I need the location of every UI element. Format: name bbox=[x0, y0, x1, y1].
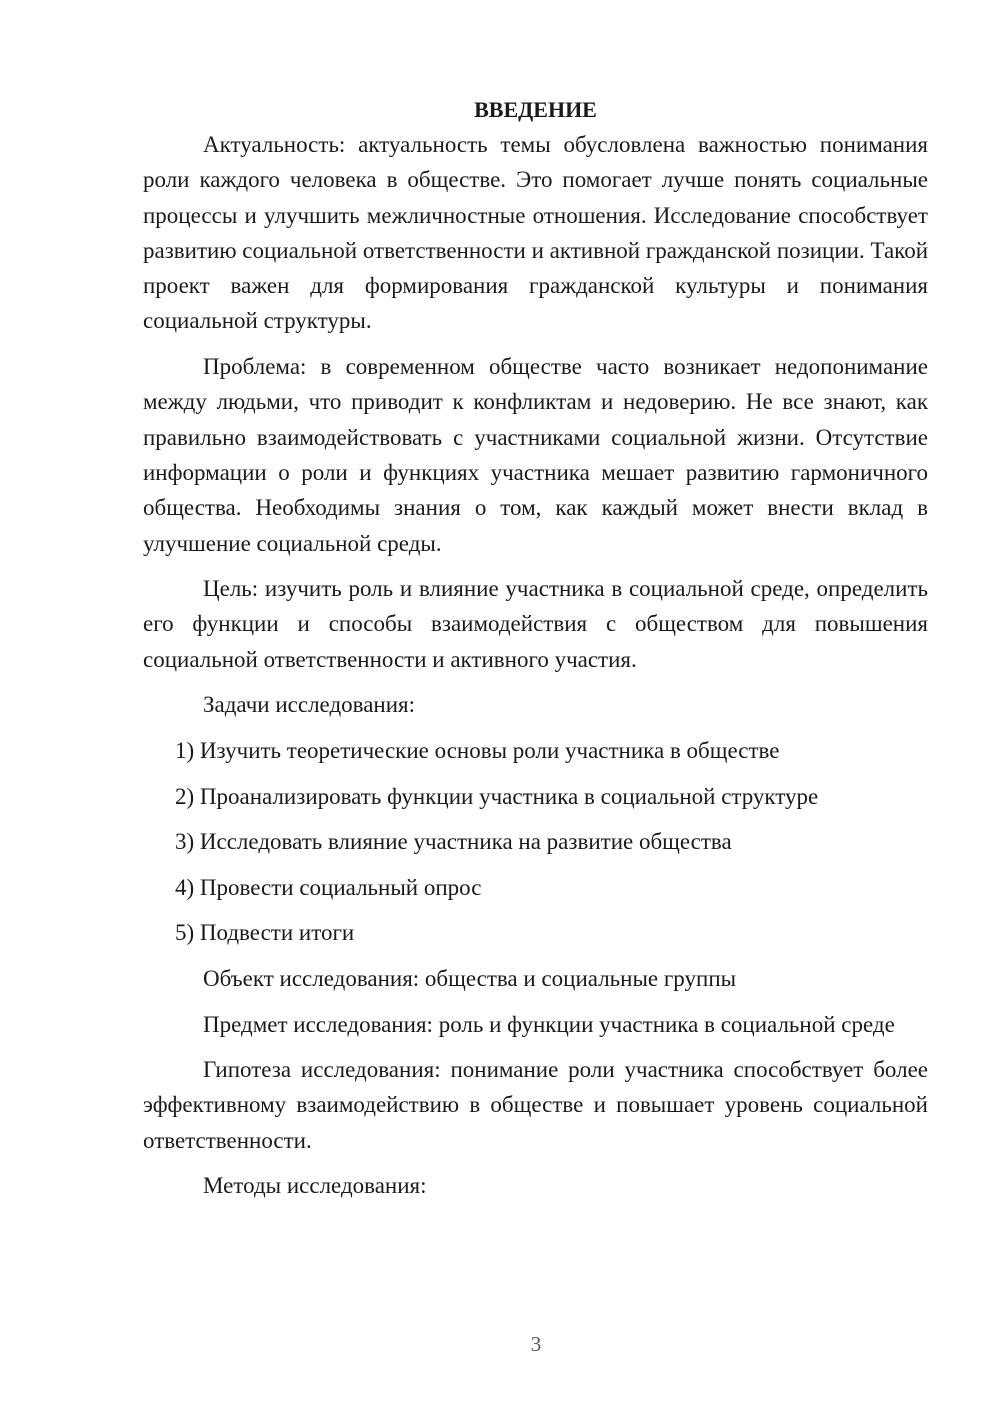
paragraph-hypothesis: Гипотеза исследования: понимание роли участника способствует более эффективному взаимодействию в обществе и повышает уровень социальной ответственности. bbox=[143, 1057, 928, 1153]
list-item: 4) Провести социальный опрос bbox=[175, 874, 482, 900]
methods-heading: Методы исследования: bbox=[203, 1173, 427, 1199]
paragraph-relevance: Актуальность: актуальность темы обусловлена важностью понимания роли каждого человека в обществе. Это помогает лучше понять социальные процессы и улучшить межличностные отношения. Исследование способствует развитию социальной ответственности и активной гражданской позиции. Такой проект важен для формирования гражданской культуры и понимания социальной структуры. bbox=[143, 132, 928, 334]
list-item: 1) Изучить теоретические основы роли участника в обществе bbox=[175, 737, 780, 763]
paragraph-problem: Проблема: в современном обществе часто возникает недопонимание между людьми, что приводит к конфликтам и недоверию. Не все знают, как правильно взаимодействовать с участниками социальной жизни. Отсутствие информации о роли и функциях участника мешает развитию гармоничного общества. Необходимы знания о том, как каждый может внести вклад в улучшение социальной среды. bbox=[143, 354, 928, 556]
page-number: 3 bbox=[530, 1332, 542, 1356]
list-item: 3) Исследовать влияние участника на развитие общества bbox=[175, 829, 732, 855]
list-item: 5) Подвести итоги bbox=[175, 920, 355, 946]
list-item: 2) Проанализировать функции участника в социальной структуре bbox=[175, 783, 819, 809]
paragraph-subject: Предмет исследования: роль и функции участника в социальной среде bbox=[203, 1011, 895, 1037]
paragraph-goal: Цель: изучить роль и влияние участника в социальной среде, определить его функции и способы взаимодействия с обществом для повышения социальной ответственности и активного участия. bbox=[143, 576, 928, 672]
section-title: ВВЕДЕНИЕ bbox=[474, 97, 597, 122]
tasks-heading: Задачи исследования: bbox=[203, 692, 416, 718]
tasks-list bbox=[143, 733, 928, 951]
page-content bbox=[143, 92, 928, 1214]
paragraph-object: Объект исследования: общества и социальные группы bbox=[203, 965, 737, 991]
